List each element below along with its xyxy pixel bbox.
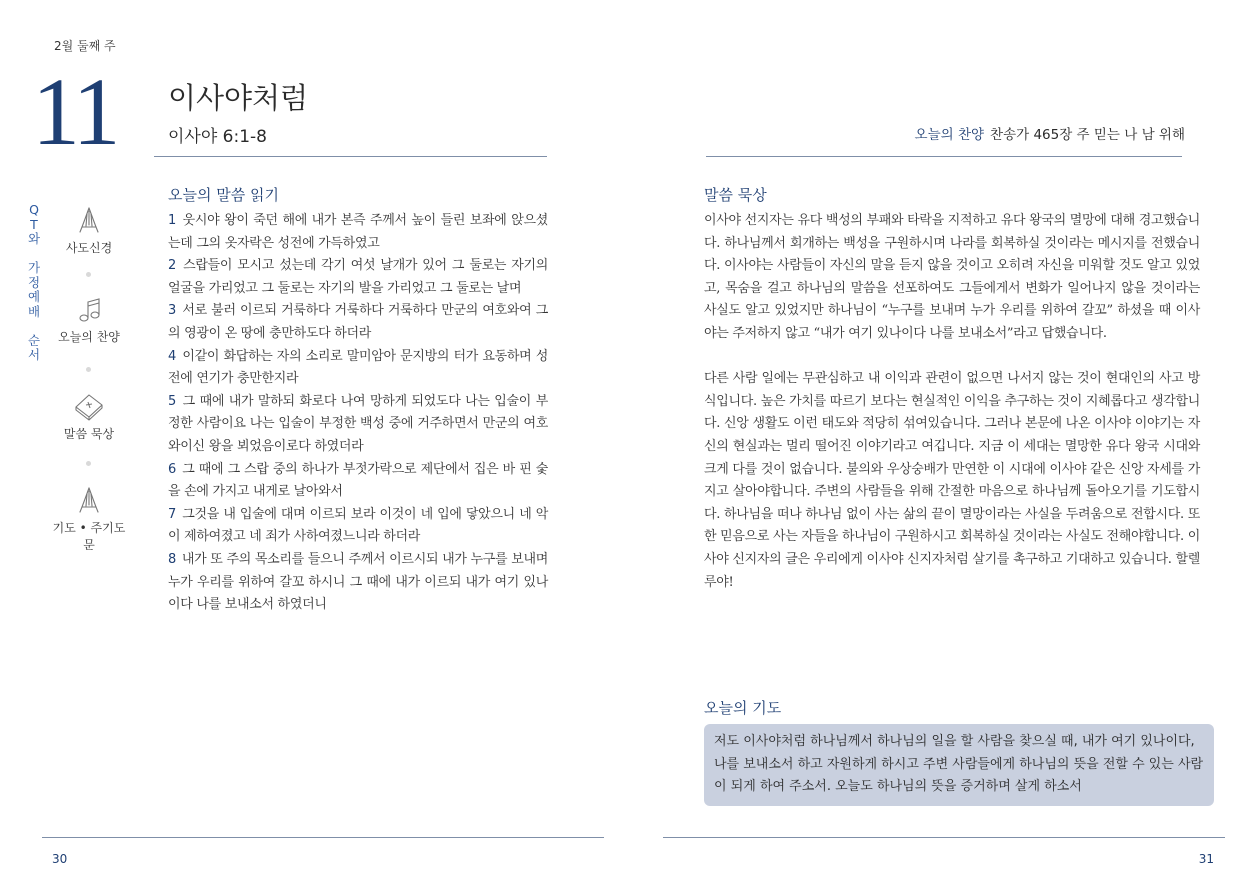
verse-number: 2 bbox=[168, 258, 176, 274]
scripture-reference: 이사야 6:1-8 bbox=[168, 127, 267, 147]
verse-text: 웃시야 왕이 죽던 해에 내가 본즉 주께서 높이 들린 보좌에 앉으셨는데 그의 옷자락은 성전에 가득하였고 bbox=[168, 213, 548, 251]
verse-number: 7 bbox=[168, 506, 176, 522]
prayer-heading: 오늘의 기도 bbox=[704, 699, 782, 717]
sidebar-item-apostles-creed bbox=[49, 205, 129, 256]
header-divider-left bbox=[154, 156, 547, 157]
verse-text: 그것을 내 입술에 대며 이르되 보라 이것이 네 입에 닿았으니 네 악이 제하여졌고 네 죄가 사하여졌느니라 하더라 bbox=[168, 506, 548, 545]
meditation-heading: 말씀 묵상 bbox=[704, 186, 767, 204]
vertical-char: 배 bbox=[27, 303, 41, 319]
sidebar-item-label: 사도신경 bbox=[65, 241, 113, 255]
sidebar-item-hymn bbox=[49, 296, 129, 345]
sidebar-divider-dot bbox=[86, 272, 91, 277]
bible-icon bbox=[73, 391, 105, 421]
vertical-char: Q bbox=[29, 202, 39, 217]
hymn-line bbox=[760, 123, 1185, 143]
vertical-char: 서 bbox=[27, 347, 41, 362]
verse-text: 그 때에 내가 말하되 화로다 나여 망하게 되었도다 나는 입술이 부정한 사람이요 나는 입술이 부정한 백성 중에 거주하면서 만군의 여호와이신 왕을 뵈었음이로다 하였더라 bbox=[168, 393, 548, 454]
verse-text: 스랍들이 모시고 섰는데 각기 여섯 날개가 있어 그 둘로는 자기의 얼굴을 가리었고 그 둘로는 자기의 발을 가리었고 그 둘로는 날며 bbox=[168, 258, 548, 296]
verse-number: 8 bbox=[168, 551, 176, 567]
prayer-text: 저도 이사야처럼 하나님께서 하나님의 일을 할 사람을 찾으실 때, 내가 여기 있나이다, 나를 보내소서 하고 자원하게 하시고 주변 사람들에게 하나님의 뜻을 전할 수 있는 사람이 되게 하여 주소서. 오늘도 하나님의 뜻을 증거하며 살게 하소서 bbox=[714, 734, 1204, 794]
header-divider-right bbox=[706, 156, 1182, 157]
meditation-paragraph: 다른 사람 일에는 무관심하고 내 이익과 관련이 없으면 나서지 않는 것이 현대인의 사고 방식입니다. 높은 가치를 따르기 보다는 현실적인 이익을 추구하는 것이 지혜롭다고 생각합니다. 신앙 생활도 이런 태도와 적당히 섞여있습니다. 그러나 본문에 나온 이사야 이야기는 자신의 현실과는 멀리 떨어진 이야기라고 여깁니다. 지금 이 세대는 멸망한 유다 왕국 시대와 크게 다를 것이 없습니다. 불의와 우상숭배가 만연한 이 시대에 이사야 같은 신앙 자세를 가지고 살아야합니다. 주변의 사람들을 위해 간절한 마음으로 하나님께 돌아오기를 기도합시다. 하나님을 떠나 하나님 없이 사는 삶의 끝이 멸망이라는 사실을 두려움으로 전합시다. 또한 믿음으로 사는 자들을 하나님이 구원하시고 회복하실 것이라는 사실도 전해야합니다. 이사야 신지자의 글은 우리에게 이사야 신지자처럼 살기를 촉구하고 기대하고 있습니다. 할렐루야! bbox=[704, 371, 1200, 590]
page-title: 이사야처럼 bbox=[168, 81, 309, 115]
verse bbox=[168, 394, 548, 454]
verse bbox=[168, 213, 548, 251]
verse-number: 1 bbox=[168, 213, 176, 228]
sidebar-item-label: 오늘의 찬양 bbox=[58, 330, 120, 344]
vertical-char: 가 bbox=[27, 260, 41, 275]
verse-list bbox=[168, 210, 548, 617]
vertical-char: 정 bbox=[27, 274, 41, 290]
vertical-gap bbox=[24, 319, 44, 334]
praying-hands-icon bbox=[74, 485, 104, 515]
footer-divider-left bbox=[42, 837, 604, 838]
meditation-body bbox=[704, 210, 1200, 594]
vertical-char: 와 bbox=[27, 231, 41, 246]
page-number-right: 31 bbox=[1198, 852, 1214, 866]
reading-heading: 오늘의 말씀 읽기 bbox=[168, 186, 279, 204]
hymn-label: 오늘의 찬양 bbox=[914, 127, 985, 143]
footer-divider-right bbox=[663, 837, 1225, 838]
verse bbox=[168, 462, 548, 500]
vertical-char: T bbox=[30, 216, 38, 232]
sidebar-item-meditation bbox=[49, 391, 129, 442]
sidebar-item-label: 기도 • 주기도문 bbox=[52, 521, 126, 552]
vertical-gap bbox=[24, 247, 44, 262]
verse bbox=[168, 552, 548, 612]
vertical-section-title bbox=[24, 203, 44, 363]
verse bbox=[168, 258, 548, 296]
sidebar-item-prayer bbox=[49, 485, 129, 553]
verse-text: 서로 불러 이르되 거룩하다 거룩하다 거룩하다 만군의 여호와여 그의 영광이 온 땅에 충만하도다 하더라 bbox=[168, 303, 548, 341]
verse bbox=[168, 303, 548, 341]
meditation-paragraph: 이사야 선지자는 유다 백성의 부패와 타락을 지적하고 유다 왕국의 멸망에 대해 경고했습니다. 하나님께서 회개하는 백성을 구원하시며 나라를 회복하실 것이라는 메시지를 전했습니다. 이사야는 사람들이 자신의 말을 듣지 않을 것이고 오히려 자신을 미워할 것도 알고 있었고, 목숨을 걸고 하나님의 말씀을 선포하여도 그들에게서 변화가 일어나지 않을 것이라는 사실도 알고 있었지만 하나님이 “누구를 보내며 누가 우리를 위하여 갈꼬” 하셨을 때 이사야는 주저하지 않고 “내가 여기 있나이다 나를 보내소서”라고 답했습니다. bbox=[704, 213, 1200, 341]
verse bbox=[168, 349, 548, 387]
verse-number: 4 bbox=[168, 348, 176, 364]
page-number-left: 30 bbox=[52, 852, 68, 866]
vertical-char: 순 bbox=[27, 332, 41, 348]
sidebar-divider-dot bbox=[86, 461, 91, 466]
verse-number: 5 bbox=[168, 393, 176, 409]
verse-text: 그 때에 그 스랍 중의 하나가 부젓가락으로 제단에서 집은 바 핀 숯을 손에 가지고 내게로 날아와서 bbox=[168, 461, 548, 500]
sidebar-item-label: 말씀 묵상 bbox=[63, 427, 115, 441]
verse-text: 내가 또 주의 목소리를 들으니 주께서 이르시되 내가 누구를 보내며 누가 우리를 위하여 갈꼬 하시니 그 때에 내가 이르되 내가 여기 있나이다 나를 보내소서 하였더니 bbox=[168, 551, 548, 613]
sidebar-divider-dot bbox=[86, 367, 91, 372]
verse-text: 이같이 화답하는 자의 소리로 말미암아 문지방의 터가 요동하며 성전에 연기가 충만한지라 bbox=[168, 348, 548, 387]
verse-number: 6 bbox=[168, 461, 176, 477]
praying-hands-icon bbox=[74, 205, 104, 235]
hymn-text: 찬송가 465장 주 믿는 나 남 위해 bbox=[990, 127, 1185, 143]
day-number: 11 bbox=[32, 58, 117, 165]
vertical-char: 예 bbox=[27, 289, 41, 304]
week-label: 2월 둘째 주 bbox=[54, 39, 116, 53]
music-note-icon bbox=[76, 296, 102, 324]
verse-number: 3 bbox=[168, 303, 176, 319]
verse bbox=[168, 507, 548, 545]
